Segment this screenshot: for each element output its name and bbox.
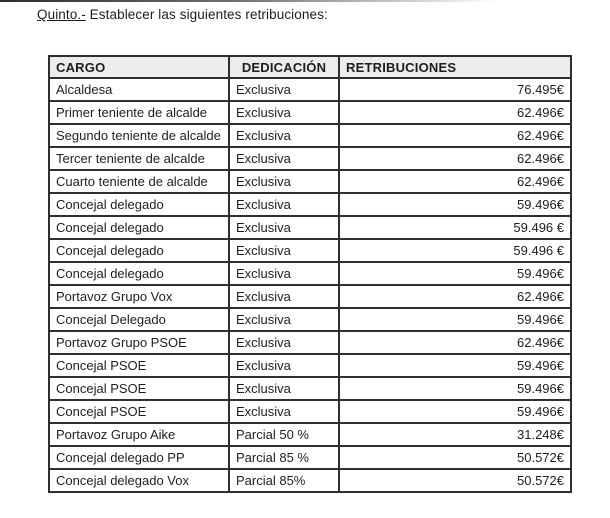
cell-cargo: Tercer teniente de alcalde (49, 147, 229, 170)
table-row (49, 239, 571, 262)
table-body (49, 78, 571, 492)
table-row (49, 285, 571, 308)
cell-dedicacion: Exclusiva (229, 400, 339, 423)
cell-retribucion: 59.496€ (339, 354, 571, 377)
cell-retribucion: 31.248€ (339, 423, 571, 446)
cell-dedicacion: Parcial 85% (229, 469, 339, 492)
retributions-table (48, 55, 572, 493)
cell-retribucion: 62.496€ (339, 170, 571, 193)
cell-dedicacion: Exclusiva (229, 78, 339, 101)
table-row (49, 78, 571, 101)
cell-dedicacion: Exclusiva (229, 170, 339, 193)
cell-cargo: Concejal delegado (49, 262, 229, 285)
table-row (49, 193, 571, 216)
table-row (49, 216, 571, 239)
cell-retribucion: 76.495€ (339, 78, 571, 101)
cell-cargo: Concejal delegado (49, 239, 229, 262)
cell-retribucion: 59.496 € (339, 239, 571, 262)
cell-cargo: Segundo teniente de alcalde (49, 124, 229, 147)
cell-cargo: Concejal delegado (49, 216, 229, 239)
cell-retribucion: 59.496€ (339, 308, 571, 331)
cell-retribucion: 50.572€ (339, 446, 571, 469)
table-row (49, 331, 571, 354)
intro-keyword: Quinto.- (37, 7, 86, 22)
cell-retribucion: 62.496€ (339, 147, 571, 170)
cell-cargo: Concejal PSOE (49, 354, 229, 377)
cell-dedicacion: Exclusiva (229, 124, 339, 147)
cell-retribucion: 62.496€ (339, 285, 571, 308)
cell-dedicacion: Exclusiva (229, 262, 339, 285)
cell-retribucion: 62.496€ (339, 124, 571, 147)
cell-cargo: Concejal delegado (49, 193, 229, 216)
table-row (49, 170, 571, 193)
cell-cargo: Cuarto teniente de alcalde (49, 170, 229, 193)
cell-dedicacion: Exclusiva (229, 101, 339, 124)
cell-dedicacion: Exclusiva (229, 147, 339, 170)
cell-retribucion: 59.496€ (339, 377, 571, 400)
cell-retribucion: 59.496€ (339, 262, 571, 285)
cell-dedicacion: Exclusiva (229, 354, 339, 377)
cell-cargo: Portavoz Grupo Vox (49, 285, 229, 308)
intro-text: Establecer las siguientes retribuciones: (85, 7, 328, 22)
scan-edge-artifact (0, 0, 520, 2)
intro-paragraph (37, 6, 328, 23)
table-row (49, 262, 571, 285)
cell-dedicacion: Exclusiva (229, 308, 339, 331)
cell-cargo: Portavoz Grupo Aike (49, 423, 229, 446)
table-header-row (49, 56, 571, 78)
col-header-cargo: CARGO (49, 56, 229, 78)
table-header (49, 56, 571, 78)
col-header-dedicacion: DEDICACIÓN (229, 56, 339, 78)
cell-cargo: Concejal delegado Vox (49, 469, 229, 492)
cell-retribucion: 62.496€ (339, 101, 571, 124)
table-row (49, 469, 571, 492)
table-row (49, 354, 571, 377)
table-row (49, 400, 571, 423)
cell-cargo: Concejal Delegado (49, 308, 229, 331)
cell-dedicacion: Parcial 85 % (229, 446, 339, 469)
table-row (49, 423, 571, 446)
cell-retribucion: 59.496€ (339, 193, 571, 216)
cell-dedicacion: Exclusiva (229, 377, 339, 400)
table-row (49, 308, 571, 331)
cell-dedicacion: Exclusiva (229, 216, 339, 239)
cell-dedicacion: Exclusiva (229, 331, 339, 354)
cell-retribucion: 59.496€ (339, 400, 571, 423)
cell-cargo: Portavoz Grupo PSOE (49, 331, 229, 354)
cell-dedicacion: Parcial 50 % (229, 423, 339, 446)
cell-retribucion: 62.496€ (339, 331, 571, 354)
table-row (49, 147, 571, 170)
cell-dedicacion: Exclusiva (229, 285, 339, 308)
cell-cargo: Concejal PSOE (49, 377, 229, 400)
table-row (49, 446, 571, 469)
cell-retribucion: 50.572€ (339, 469, 571, 492)
cell-dedicacion: Exclusiva (229, 193, 339, 216)
table-row (49, 124, 571, 147)
cell-retribucion: 59.496 € (339, 216, 571, 239)
col-header-retribuciones: RETRIBUCIONES (339, 56, 571, 78)
cell-cargo: Alcaldesa (49, 78, 229, 101)
cell-dedicacion: Exclusiva (229, 239, 339, 262)
cell-cargo: Primer teniente de alcalde (49, 101, 229, 124)
cell-cargo: Concejal PSOE (49, 400, 229, 423)
table-row (49, 377, 571, 400)
cell-cargo: Concejal delegado PP (49, 446, 229, 469)
table-row (49, 101, 571, 124)
